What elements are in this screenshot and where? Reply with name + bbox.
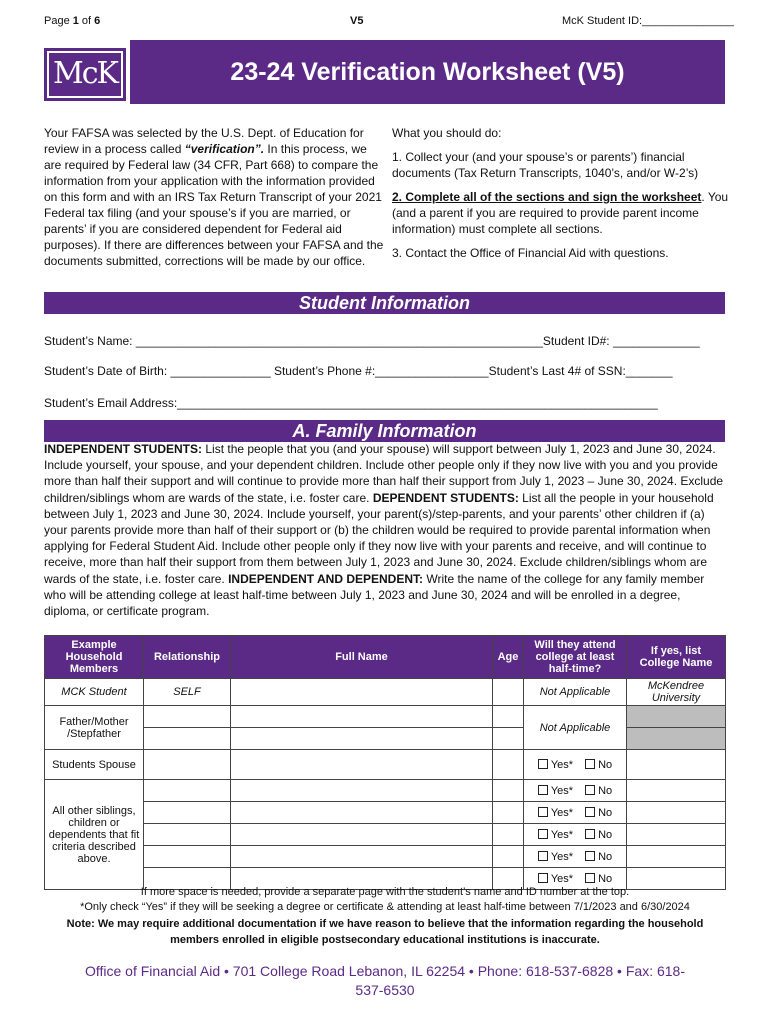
no-checkbox[interactable]: No [585,873,612,885]
college-cell-disabled [627,728,726,750]
attend-choice[interactable] [524,780,627,802]
attend-value: Not Applicable [524,706,627,750]
member-label: All other siblings, children or dependents that fit criteria described above. [45,780,144,890]
table-row-parent-1 [45,706,726,728]
college-cell[interactable] [627,846,726,868]
age-cell[interactable] [493,728,524,750]
mckendree-logo [44,48,126,101]
age-cell[interactable] [493,679,524,706]
full-name-cell[interactable] [231,846,493,868]
age-cell[interactable] [493,802,524,824]
instructions-heading: What you should do: [392,126,502,140]
member-label: Students Spouse [45,750,144,780]
no-checkbox[interactable]: No [585,807,612,819]
table-row-other [45,846,726,868]
page-indicator: Page 1 of 6 [44,15,101,27]
yes-checkbox[interactable]: Yes* [538,785,573,797]
checkbox-icon [585,829,595,839]
college-cell[interactable] [627,750,726,780]
step-1: 1. Collect your (and your spouse’s or parents’) financial documents (Tax Return Transcripts, 1040’s, and/or W-2’s) [392,150,699,180]
full-name-cell[interactable] [231,824,493,846]
title-banner [130,40,725,104]
full-name-cell[interactable] [231,728,493,750]
checkbox-icon [538,851,548,861]
no-checkbox[interactable]: No [585,785,612,797]
col-age: Age [493,636,524,679]
full-name-cell[interactable] [231,780,493,802]
attend-choice[interactable] [524,750,627,780]
step-3: 3. Contact the Office of Financial Aid with questions. [392,246,669,260]
attend-choice[interactable] [524,802,627,824]
student-dob-phone-ssn-fields[interactable]: Student’s Date of Birth: _______________ Student’s Phone #:_________________Student’s Last 4# of SSN:_______ [44,364,673,378]
table-row-other [45,824,726,846]
yes-checkbox[interactable]: Yes* [538,873,573,885]
checkbox-icon [585,785,595,795]
attend-choice[interactable] [524,824,627,846]
relationship-cell[interactable] [144,780,231,802]
yes-checkbox[interactable]: Yes* [538,759,573,771]
family-info-heading: A. Family Information [44,420,725,442]
table-row-spouse [45,750,726,780]
college-cell[interactable] [627,824,726,846]
col-example-members: Example Household Members [45,636,144,679]
no-checkbox[interactable]: No [585,759,612,771]
no-checkbox[interactable]: No [585,829,612,841]
instructions [392,125,732,269]
more-space-note: If more space is needed, provide a separate page with the student’s name and ID number at the top. [140,886,630,898]
col-attend-college: Will they attend college at least half-time? [524,636,627,679]
age-cell[interactable] [493,846,524,868]
relationship-cell[interactable] [144,824,231,846]
col-college-name: If yes, list College Name [627,636,726,679]
checkbox-icon [538,785,548,795]
age-cell[interactable] [493,780,524,802]
relationship-cell[interactable] [144,750,231,780]
full-name-cell[interactable] [231,706,493,728]
member-label: MCK Student [45,679,144,706]
step-2: 2. Complete all of the sections and sign the worksheet. You (and a parent if you are required to provide parent income information) must complete all sections. [392,190,729,236]
checkbox-icon [585,807,595,817]
college-cell[interactable] [627,780,726,802]
attend-choice[interactable] [524,846,627,868]
col-full-name: Full Name [231,636,493,679]
attend-value: Not Applicable [524,679,627,706]
relationship-value: SELF [144,679,231,706]
checkbox-icon [585,873,595,883]
member-label: Father/Mother /Stepfather [45,706,144,750]
age-cell[interactable] [493,750,524,780]
relationship-cell[interactable] [144,728,231,750]
logo-text: McK [53,56,117,91]
footer-contact: Office of Financial Aid • 701 College Road Lebanon, IL 62254 • Phone: 618-537-6828 • Fax: 618-537-6530 [84,963,685,998]
family-instructions: INDEPENDENT STUDENTS: List the people that you (and your spouse) will support between July 1, 2023 and June 30, 2024. Include yourself, your spouse, and your dependent children. Include other people only if they now live with you and you provide more than half their support and will continue to provide more than half their support from July 1, 2023 – June 30, 2024. Exclude children/siblings whom are wards of the state, i.e. foster care. DEPENDENT STUDENTS: List all the people in your household between July 1, 2023 and June 30, 2024. Include yourself, your parent(s)/step-parents, and your parents’ other children if (a) your parents provide more than half of their support or (b) the children would be required to provide parental information when applying for Federal Student Aid. Include other people only if they now live with your parents and receive, and will continue to receive, more than half their support from them between July 1, 2023 and June 30, 2024. Exclude children/siblings whom are wards of the state, i.e. foster care. INDEPENDENT AND DEPENDENT: Write the name of the college for any family member who will be attending college at least half-time between July 1, 2023 and June 30, 2024 and will be enrolled in a degree, diploma, or certificate program. [44,442,724,619]
age-cell[interactable] [493,824,524,846]
checkbox-icon [538,829,548,839]
full-name-cell[interactable] [231,802,493,824]
no-checkbox[interactable]: No [585,851,612,863]
relationship-cell[interactable] [144,706,231,728]
yes-checkbox[interactable]: Yes* [538,807,573,819]
table-row-other [45,802,726,824]
intro-paragraph: Your FAFSA was selected by the U.S. Dept. of Education for review in a process called “verification”. In this process, we are required by Federal law (34 CFR, Part 668) to compare the information from your application with the information provided on this form and with an IRS Tax Return Transcript of your 2021 Federal tax filing (and your spouse’s if you are married, or parents’ if you are considered dependent for Federal aid purposes). If there are differences between your FAFSA and the documents submitted, corrections will be made by our office. [44,126,384,268]
relationship-cell[interactable] [144,802,231,824]
page-title: 23-24 Verification Worksheet (V5) [230,58,625,86]
student-info-heading: Student Information [44,292,725,314]
table-header-row [45,636,726,679]
full-name-cell[interactable] [231,679,493,706]
documentation-note: Note: We may require additional documentation if we have reason to believe that the information regarding the household members enrolled in eligible postsecondary educational institutions is inaccurate. [66,918,704,946]
full-name-cell[interactable] [231,750,493,780]
checkbox-icon [538,759,548,769]
household-table [44,635,726,890]
college-value: McKendree University [627,679,726,706]
checkbox-icon [538,807,548,817]
only-check-note: *Only check “Yes” if they will be seeking a degree or certificate & attending at least half-time between 7/1/2023 and 6/30/2024 [80,901,690,913]
relationship-cell[interactable] [144,846,231,868]
table-row-other [45,780,726,802]
version-label: V5 [350,15,364,27]
college-cell[interactable] [627,802,726,824]
checkbox-icon [585,851,595,861]
checkbox-icon [585,759,595,769]
checkbox-icon [538,873,548,883]
yes-checkbox[interactable]: Yes* [538,829,573,841]
student-name-id-fields[interactable]: Student’s Name: _____________________________________________________________Student ID#: _____________ [44,334,700,348]
table-row-mck-student [45,679,726,706]
age-cell[interactable] [493,706,524,728]
yes-checkbox[interactable]: Yes* [538,851,573,863]
student-email-field[interactable]: Student’s Email Address:________________________________________________________________________ [44,396,658,410]
college-cell-disabled [627,706,726,728]
student-id-field[interactable]: McK Student ID:_______________ [562,15,734,27]
col-relationship: Relationship [144,636,231,679]
